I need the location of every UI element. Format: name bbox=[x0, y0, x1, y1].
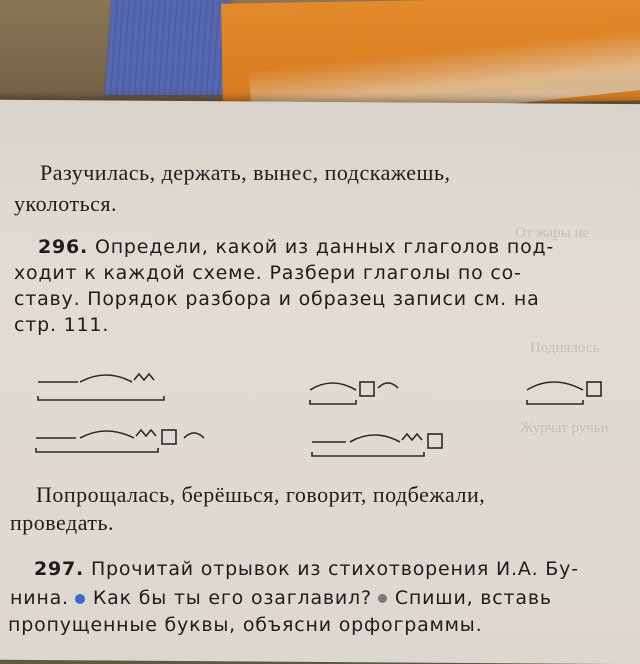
word-list-top-line1: Разучилась, держать, вынес, подскажешь, bbox=[40, 160, 451, 185]
exercise-296-line3: ставу. Порядок разбора и образец записи см. на bbox=[14, 288, 540, 310]
exercise-297-question: Как бы ты его озаглавил? bbox=[92, 587, 372, 609]
morpheme-scheme-4 bbox=[34, 424, 224, 458]
exercise-297-number: 297. bbox=[34, 558, 85, 580]
word-list-top-line2: уколоться. bbox=[14, 191, 118, 216]
exercise-297-line2 bbox=[10, 587, 552, 609]
morpheme-scheme-3 bbox=[525, 376, 615, 410]
stem-bracket bbox=[312, 452, 424, 456]
stem-bracket bbox=[527, 400, 583, 404]
postfix-mark bbox=[184, 433, 204, 438]
morpheme-scheme-1 bbox=[36, 370, 166, 404]
postfix-mark bbox=[378, 383, 398, 388]
exercise-297-text: Прочитай отрывок из стихотворения И.А. Бу- bbox=[90, 558, 579, 580]
exercise-297-task: Спиши, вставь bbox=[394, 587, 552, 609]
exercise-297-line1 bbox=[34, 558, 579, 580]
exercise-296-number: 296. bbox=[38, 236, 89, 258]
stem-bracket bbox=[310, 400, 356, 404]
exercise-296-line4: стр. 111. bbox=[14, 314, 110, 336]
root-arc bbox=[80, 375, 132, 382]
exercise-296-line2: ходит к каждой схеме. Разбери глаголы по со- bbox=[14, 262, 522, 284]
stem-bracket bbox=[36, 448, 158, 452]
exercise-296-text: Определи, какой из данных глаголов под- bbox=[94, 236, 555, 258]
ending-box bbox=[162, 430, 176, 444]
root-arc bbox=[527, 382, 583, 390]
ending-box bbox=[360, 382, 374, 396]
suffix-mark bbox=[134, 374, 154, 380]
root-arc bbox=[80, 431, 134, 438]
stem-bracket bbox=[38, 396, 164, 400]
ending-box bbox=[428, 434, 442, 448]
exercise-296-line1 bbox=[38, 236, 554, 258]
exercise-297-line3: пропущенные буквы, объясни орфограммы. bbox=[8, 614, 483, 636]
morpheme-scheme-5 bbox=[310, 428, 450, 462]
root-arc bbox=[310, 383, 356, 390]
exercise-297-text-a: нина. bbox=[10, 587, 69, 609]
word-list-middle-line2: проведать. bbox=[10, 510, 115, 535]
ending-box bbox=[587, 382, 601, 396]
morpheme-scheme-2 bbox=[308, 376, 438, 410]
blue-bullet-icon bbox=[75, 594, 85, 604]
blue-ribbon-bookmark bbox=[105, 0, 230, 95]
gray-bullet-icon bbox=[378, 594, 387, 603]
suffix-mark bbox=[402, 434, 422, 440]
suffix-mark bbox=[136, 430, 156, 436]
root-arc bbox=[350, 435, 400, 442]
bleed-through-text: От жары не bbox=[515, 225, 590, 241]
bleed-through-text: Журчат ручьи bbox=[520, 420, 609, 436]
word-list-middle-line1: Попрощалась, берёшься, говорит, подбежали, bbox=[36, 482, 486, 507]
bleed-through-text: Поднялось bbox=[530, 340, 600, 356]
